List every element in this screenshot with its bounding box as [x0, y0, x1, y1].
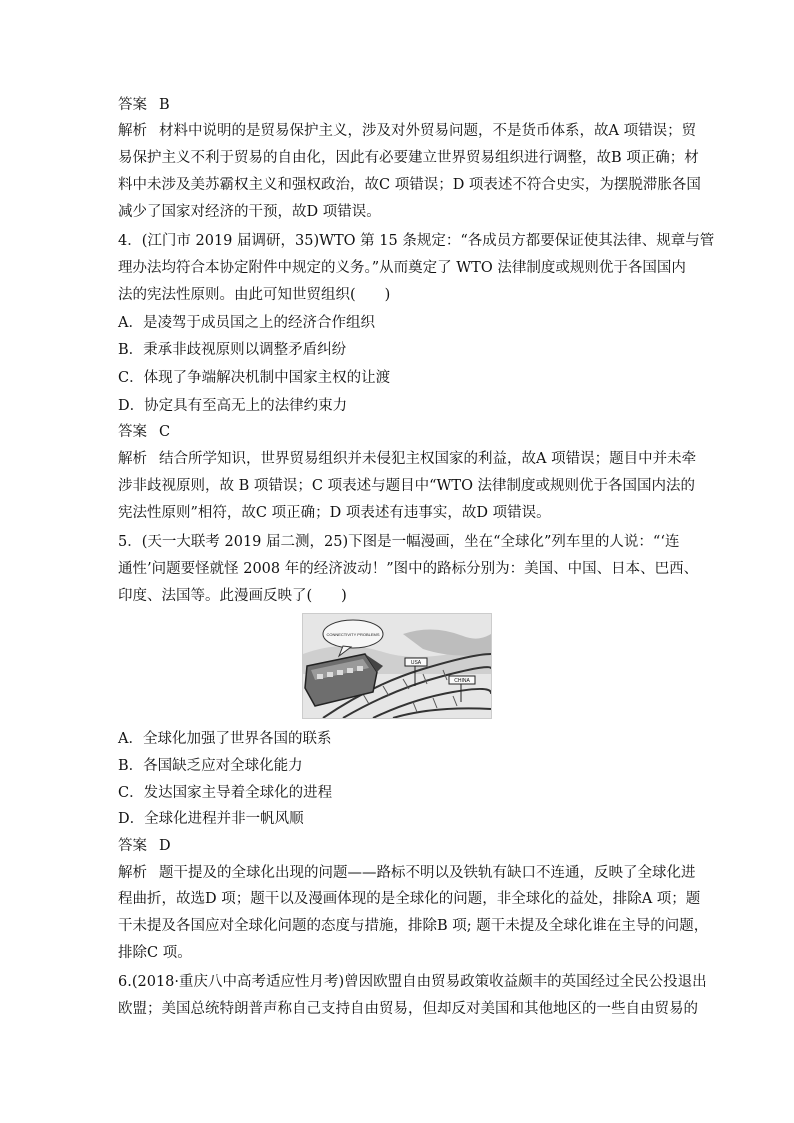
- q4-stem-line: 法的宪法性原则。由此可知世贸组织( ): [118, 287, 391, 303]
- q4-option-b: B．秉承非歧视原则以调整矛盾纠纷: [118, 342, 347, 358]
- q4-analysis-line: 解析 结合所学知识，世界贸易组织并未侵犯主权国家的利益，故A 项错误；题目中并未牵: [118, 451, 697, 467]
- q5-stem-line: 印度、法国等。此漫画反映了( ): [118, 588, 347, 604]
- q4-stem-line: 4．(江门市 2019 届调研，35)WTO 第 15 条规定：“各成员方都要保证使其法律、规章与管: [118, 233, 715, 249]
- q3-analysis-line: 减少了国家对经济的干预，故D 项错误。: [118, 204, 381, 220]
- q5-analysis-line: 解析 题干提及的全球化出现的问题——路标不明以及铁轨有缺口不连通，反映了全球化进: [118, 865, 696, 881]
- cartoon-speech-text: CONNECTIVITY PROBLEMS: [326, 632, 380, 637]
- q5-analysis-line: 程曲折，故选D 项；题干以及漫画体现的是全球化的问题，非全球化的益处，排除A 项；题: [118, 891, 701, 907]
- q5-stem-line: 通性’问题要怪就怪 2008 年的经济波动！”图中的路标分别为：美国、中国、日本、巴西、: [118, 561, 699, 577]
- q6-stem-line: 6.(2018·重庆八中高考适应性月考)曾因欧盟自由贸易政策收益颇丰的英国经过全民公投退出: [118, 974, 707, 990]
- q5-option-c: C．发达国家主导着全球化的进程: [118, 785, 333, 801]
- q5-option-a: A．全球化加强了世界各国的联系: [118, 731, 332, 747]
- q4-analysis-line: 宪法性原则”相符，故C 项正确；D 项表述有违事实，故D 项错误。: [118, 505, 551, 521]
- cartoon-sign-china: CHINA: [454, 678, 470, 684]
- q4-stem-line: 理办法均符合本协定附件中规定的义务。”从而奠定了 WTO 法律制度或规则优于各国国内: [118, 260, 686, 276]
- cartoon-sign-usa: USA: [410, 660, 422, 666]
- q4-option-a: A．是凌驾于成员国之上的经济合作组织: [118, 315, 375, 331]
- q5-analysis-line: 排除C 项。: [118, 945, 192, 961]
- q4-option-c: C．体现了争端解决机制中国家主权的让渡: [118, 370, 391, 386]
- q3-analysis-line: 易保护主义不利于贸易的自由化，因此有必要建立世界贸易组织进行调整，故B 项正确；材: [118, 150, 699, 166]
- q4-answer: 答案 C: [118, 424, 171, 440]
- q3-answer: 答案 B: [118, 97, 170, 113]
- q3-analysis-line: 解析 材料中说明的是贸易保护主义，涉及对外贸易问题，不是货币体系，故A 项错误；贸: [118, 123, 697, 139]
- q5-analysis-line: 干未提及各国应对全球化问题的态度与措施，排除B 项; 题干未提及全球化谁在主导的问题，: [118, 918, 709, 934]
- q4-option-d: D．协定具有至高无上的法律约束力: [118, 398, 348, 414]
- q3-analysis-line: 料中未涉及美苏霸权主义和强权政治，故C 项错误；D 项表述不符合史实，为摆脱滞胀各国: [118, 177, 701, 193]
- q6-stem-line: 欧盟；美国总统特朗普声称自己支持自由贸易，但却反对美国和其他地区的一些自由贸易的: [118, 1001, 698, 1017]
- q5-stem-line: 5．(天一大联考 2019 届二测，25)下图是一幅漫画，坐在“全球化”列车里的人说：“‘连: [118, 534, 680, 550]
- q4-analysis-line: 涉非歧视原则，故 B 项错误；C 项表述与题目中“WTO 法律制度或规则优于各国国内法的: [118, 478, 696, 494]
- q5-option-b: B．各国缺乏应对全球化能力: [118, 758, 303, 774]
- q5-option-d: D．全球化进程并非一帆风顺: [118, 811, 304, 827]
- q5-answer: 答案 D: [118, 838, 171, 854]
- globalization-cartoon: [302, 613, 492, 719]
